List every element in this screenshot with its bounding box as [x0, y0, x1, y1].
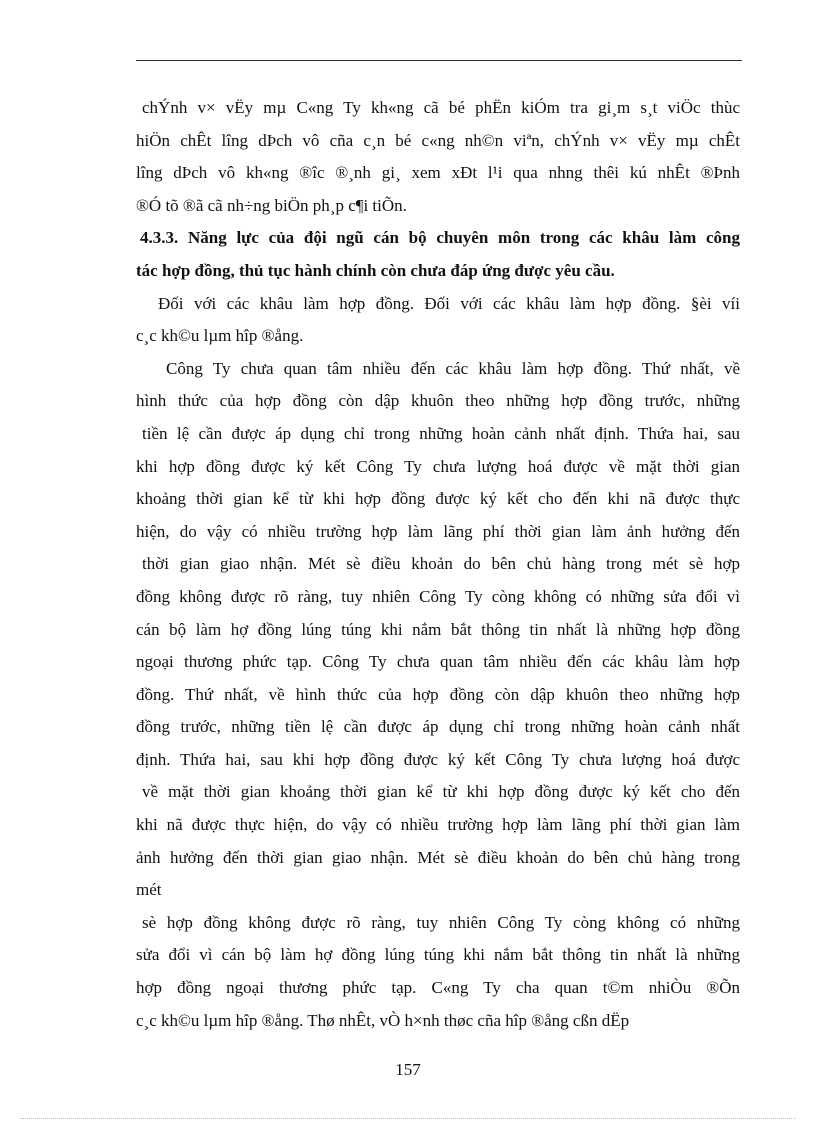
text-line: tiền lệ cần được áp dụng chỉ trong những hoàn cảnh nhất định. Thứa hai, sau	[142, 423, 740, 443]
text-line: mét	[136, 880, 162, 900]
text-line: hình thức của hợp đồng còn dập khuôn theo những hợp đồng trước, những	[136, 391, 740, 411]
text-line: đồng không được rõ ràng, tuy nhiên Công Ty còng không có những sửa đổi vì	[136, 586, 740, 606]
text-line: c¸c kh©u lµm hîp ®ång.	[136, 326, 304, 346]
text-line: định. Thứa hai, sau khi hợp đồng được ký kết Công Ty chưa lượng hoá được	[136, 749, 740, 769]
text-line: c¸c kh©u lµm hîp ®ång. Thø nhÊt, vÒ h×nh thøc cña hîp ®ång cßn dËp	[136, 1010, 630, 1030]
text-line: Đối với các khâu làm hợp đồng. Đối với các khâu làm hợp đồng. §èi víi	[158, 293, 740, 313]
text-line: ảnh hưởng đến thời gian giao nhận. Mét sè điều khoản do bên chủ hàng trong	[136, 847, 740, 867]
text-line: về mặt thời gian khoảng thời gian kể từ khi hợp đồng được ký kết cho đến	[142, 782, 740, 802]
text-line: chÝnh v× vËy mµ C«ng Ty kh«ng cã bé phËn kiÓm tra gi¸m s¸t viÖc thùc	[142, 98, 740, 117]
text-line: đồng. Thứ nhất, về hình thức của hợp đồng còn dập khuôn theo những hợp	[136, 684, 740, 704]
text-line: đồng trước, những tiền lệ cần được áp dụng chỉ trong những hoàn cảnh nhất	[136, 717, 740, 737]
text-line: hiện, do vậy có nhiều trường hợp làm lãng phí thời gian làm ảnh hưởng đến	[136, 521, 740, 541]
text-line: hiÖn chÊt lîng dÞch vô cña c¸n bé c«ng nh©n viªn, chÝnh v× vËy mµ chÊt	[136, 130, 740, 150]
text-line: khoảng thời gian kể từ khi hợp đồng được ký kết cho đến khi nã được thực	[136, 489, 740, 509]
text-line: lîng dÞch vô kh«ng ®îc ®¸nh gi¸ xem xÐt l¹i qua nhng thêi kú nhÊt ®Þnh	[136, 163, 740, 183]
text-line: thời gian giao nhận. Mét sè điều khoản do bên chủ hàng trong mét sè hợp	[142, 554, 740, 574]
header-rule	[136, 60, 742, 61]
text-line: khi nã được thực hiện, do vậy có nhiều trường hợp làm lãng phí thời gian làm	[136, 815, 740, 835]
text-line: sè hợp đồng không được rõ ràng, tuy nhiên Công Ty còng không có những	[142, 912, 740, 932]
text-line: khi hợp đồng được ký kết Công Ty chưa lượng hoá được về mặt thời gian	[136, 456, 740, 476]
document-body	[136, 92, 740, 1037]
text-line: ®Ó tõ ®ã cã nh÷ng biÖn ph¸p c¶i tiÕn.	[136, 195, 407, 215]
section-heading: 4.3.3. Năng lực của đội ngũ cán bộ chuyên môn trong các khâu làm công	[140, 228, 740, 248]
text-line: ngoại thương phức tạp. Công Ty chưa quan tâm nhiều đến các khâu làm hợp	[136, 652, 740, 672]
text-line: hợp đồng ngoại thương phức tạp. C«ng Ty cha quan t©m nhiÒu ®Õn	[136, 978, 740, 998]
section-heading: tác hợp đồng, thủ tục hành chính còn chưa đáp ứng được yêu cầu.	[136, 260, 615, 280]
text-line: sửa đổi vì cán bộ làm hợ đồng lúng túng khi nắm bắt thông tin nhất là những	[136, 945, 740, 965]
text-line: Công Ty chưa quan tâm nhiều đến các khâu làm hợp đồng. Thứ nhất, về	[166, 358, 740, 378]
page-number: 157	[395, 1060, 421, 1079]
footer-dotted-rule	[20, 1118, 796, 1119]
text-line: cán bộ làm hợ đồng lúng túng khi nắm bắt thông tin nhất là những hợp đồng	[136, 619, 740, 639]
